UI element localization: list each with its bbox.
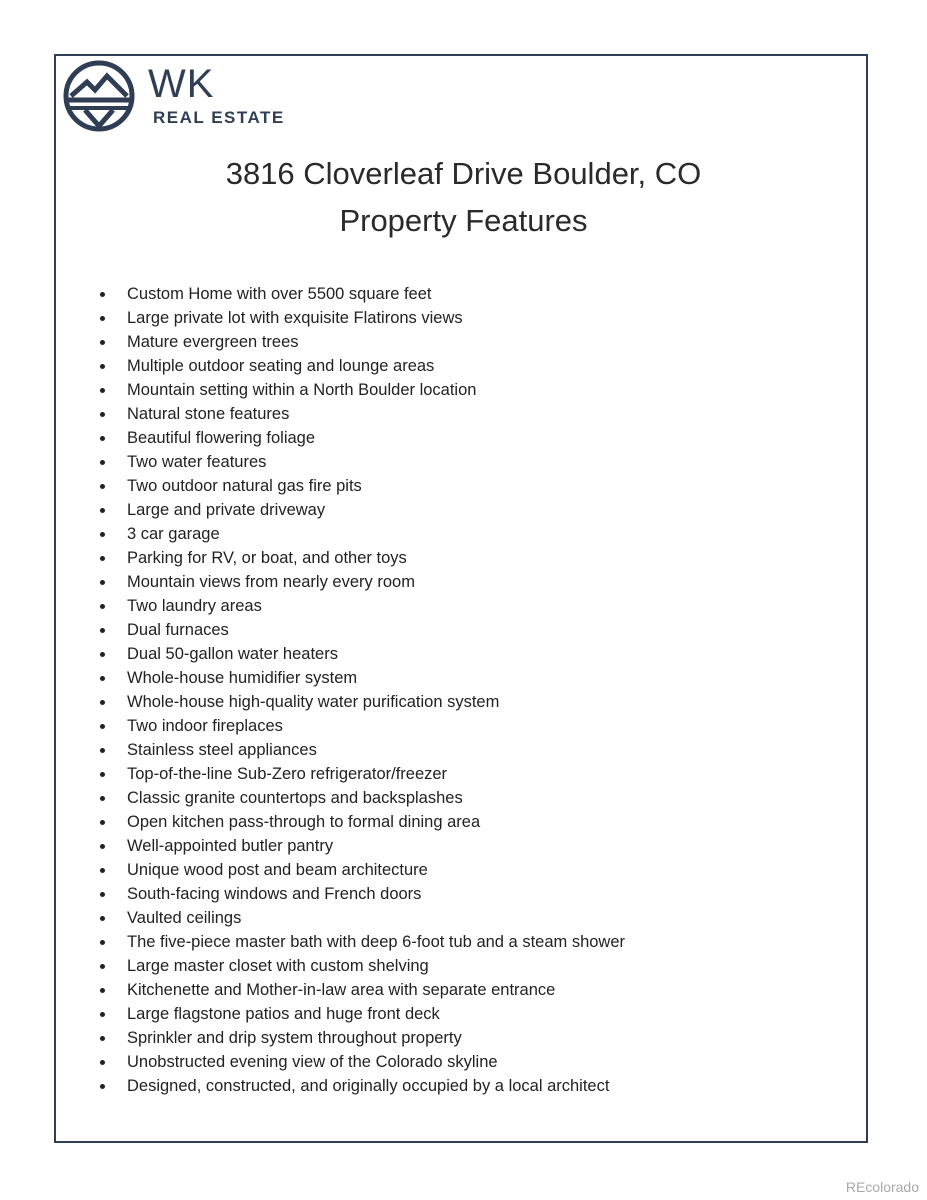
- feature-item: Two outdoor natural gas fire pits: [100, 474, 625, 498]
- feature-item: Two water features: [100, 450, 625, 474]
- feature-item: Unique wood post and beam architecture: [100, 858, 625, 882]
- feature-item: Mountain views from nearly every room: [100, 570, 625, 594]
- feature-item: Vaulted ceilings: [100, 906, 625, 930]
- logo-brand: WK: [148, 62, 215, 106]
- page-title: Property Features: [339, 203, 588, 238]
- feature-item: 3 car garage: [100, 522, 625, 546]
- feature-item: Well-appointed butler pantry: [100, 834, 625, 858]
- feature-item: Natural stone features: [100, 402, 625, 426]
- feature-item: Dual furnaces: [100, 618, 625, 642]
- feature-item: Two indoor fireplaces: [100, 714, 625, 738]
- feature-item: Large flagstone patios and huge front deck: [100, 1002, 625, 1026]
- logo-subtitle: REAL ESTATE: [153, 108, 285, 127]
- feature-item: Multiple outdoor seating and lounge areas: [100, 354, 625, 378]
- feature-item: Two laundry areas: [100, 594, 625, 618]
- feature-item: Whole-house high-quality water purification system: [100, 690, 625, 714]
- feature-item: Parking for RV, or boat, and other toys: [100, 546, 625, 570]
- feature-item: The five-piece master bath with deep 6-foot tub and a steam shower: [100, 930, 625, 954]
- feature-item: Sprinkler and drip system throughout property: [100, 1026, 625, 1050]
- feature-item: Mountain setting within a North Boulder location: [100, 378, 625, 402]
- feature-item: Dual 50-gallon water heaters: [100, 642, 625, 666]
- feature-item: Top-of-the-line Sub-Zero refrigerator/freezer: [100, 762, 625, 786]
- feature-list: [100, 282, 625, 1098]
- feature-item: Designed, constructed, and originally occupied by a local architect: [100, 1074, 625, 1098]
- source-credit: REcolorado: [845, 1179, 919, 1195]
- feature-item: Mature evergreen trees: [100, 330, 625, 354]
- feature-item: Large private lot with exquisite Flatirons views: [100, 306, 625, 330]
- feature-item: Stainless steel appliances: [100, 738, 625, 762]
- feature-item: Large master closet with custom shelving: [100, 954, 625, 978]
- feature-item: Custom Home with over 5500 square feet: [100, 282, 625, 306]
- feature-item: Beautiful flowering foliage: [100, 426, 625, 450]
- feature-item: Kitchenette and Mother-in-law area with separate entrance: [100, 978, 625, 1002]
- feature-item: Open kitchen pass-through to formal dining area: [100, 810, 625, 834]
- feature-item: Unobstructed evening view of the Colorado skyline: [100, 1050, 625, 1074]
- feature-item: Classic granite countertops and backsplashes: [100, 786, 625, 810]
- property-address: 3816 Cloverleaf Drive Boulder, CO: [225, 156, 702, 191]
- feature-item: South-facing windows and French doors: [100, 882, 625, 906]
- feature-item: Large and private driveway: [100, 498, 625, 522]
- feature-item: Whole-house humidifier system: [100, 666, 625, 690]
